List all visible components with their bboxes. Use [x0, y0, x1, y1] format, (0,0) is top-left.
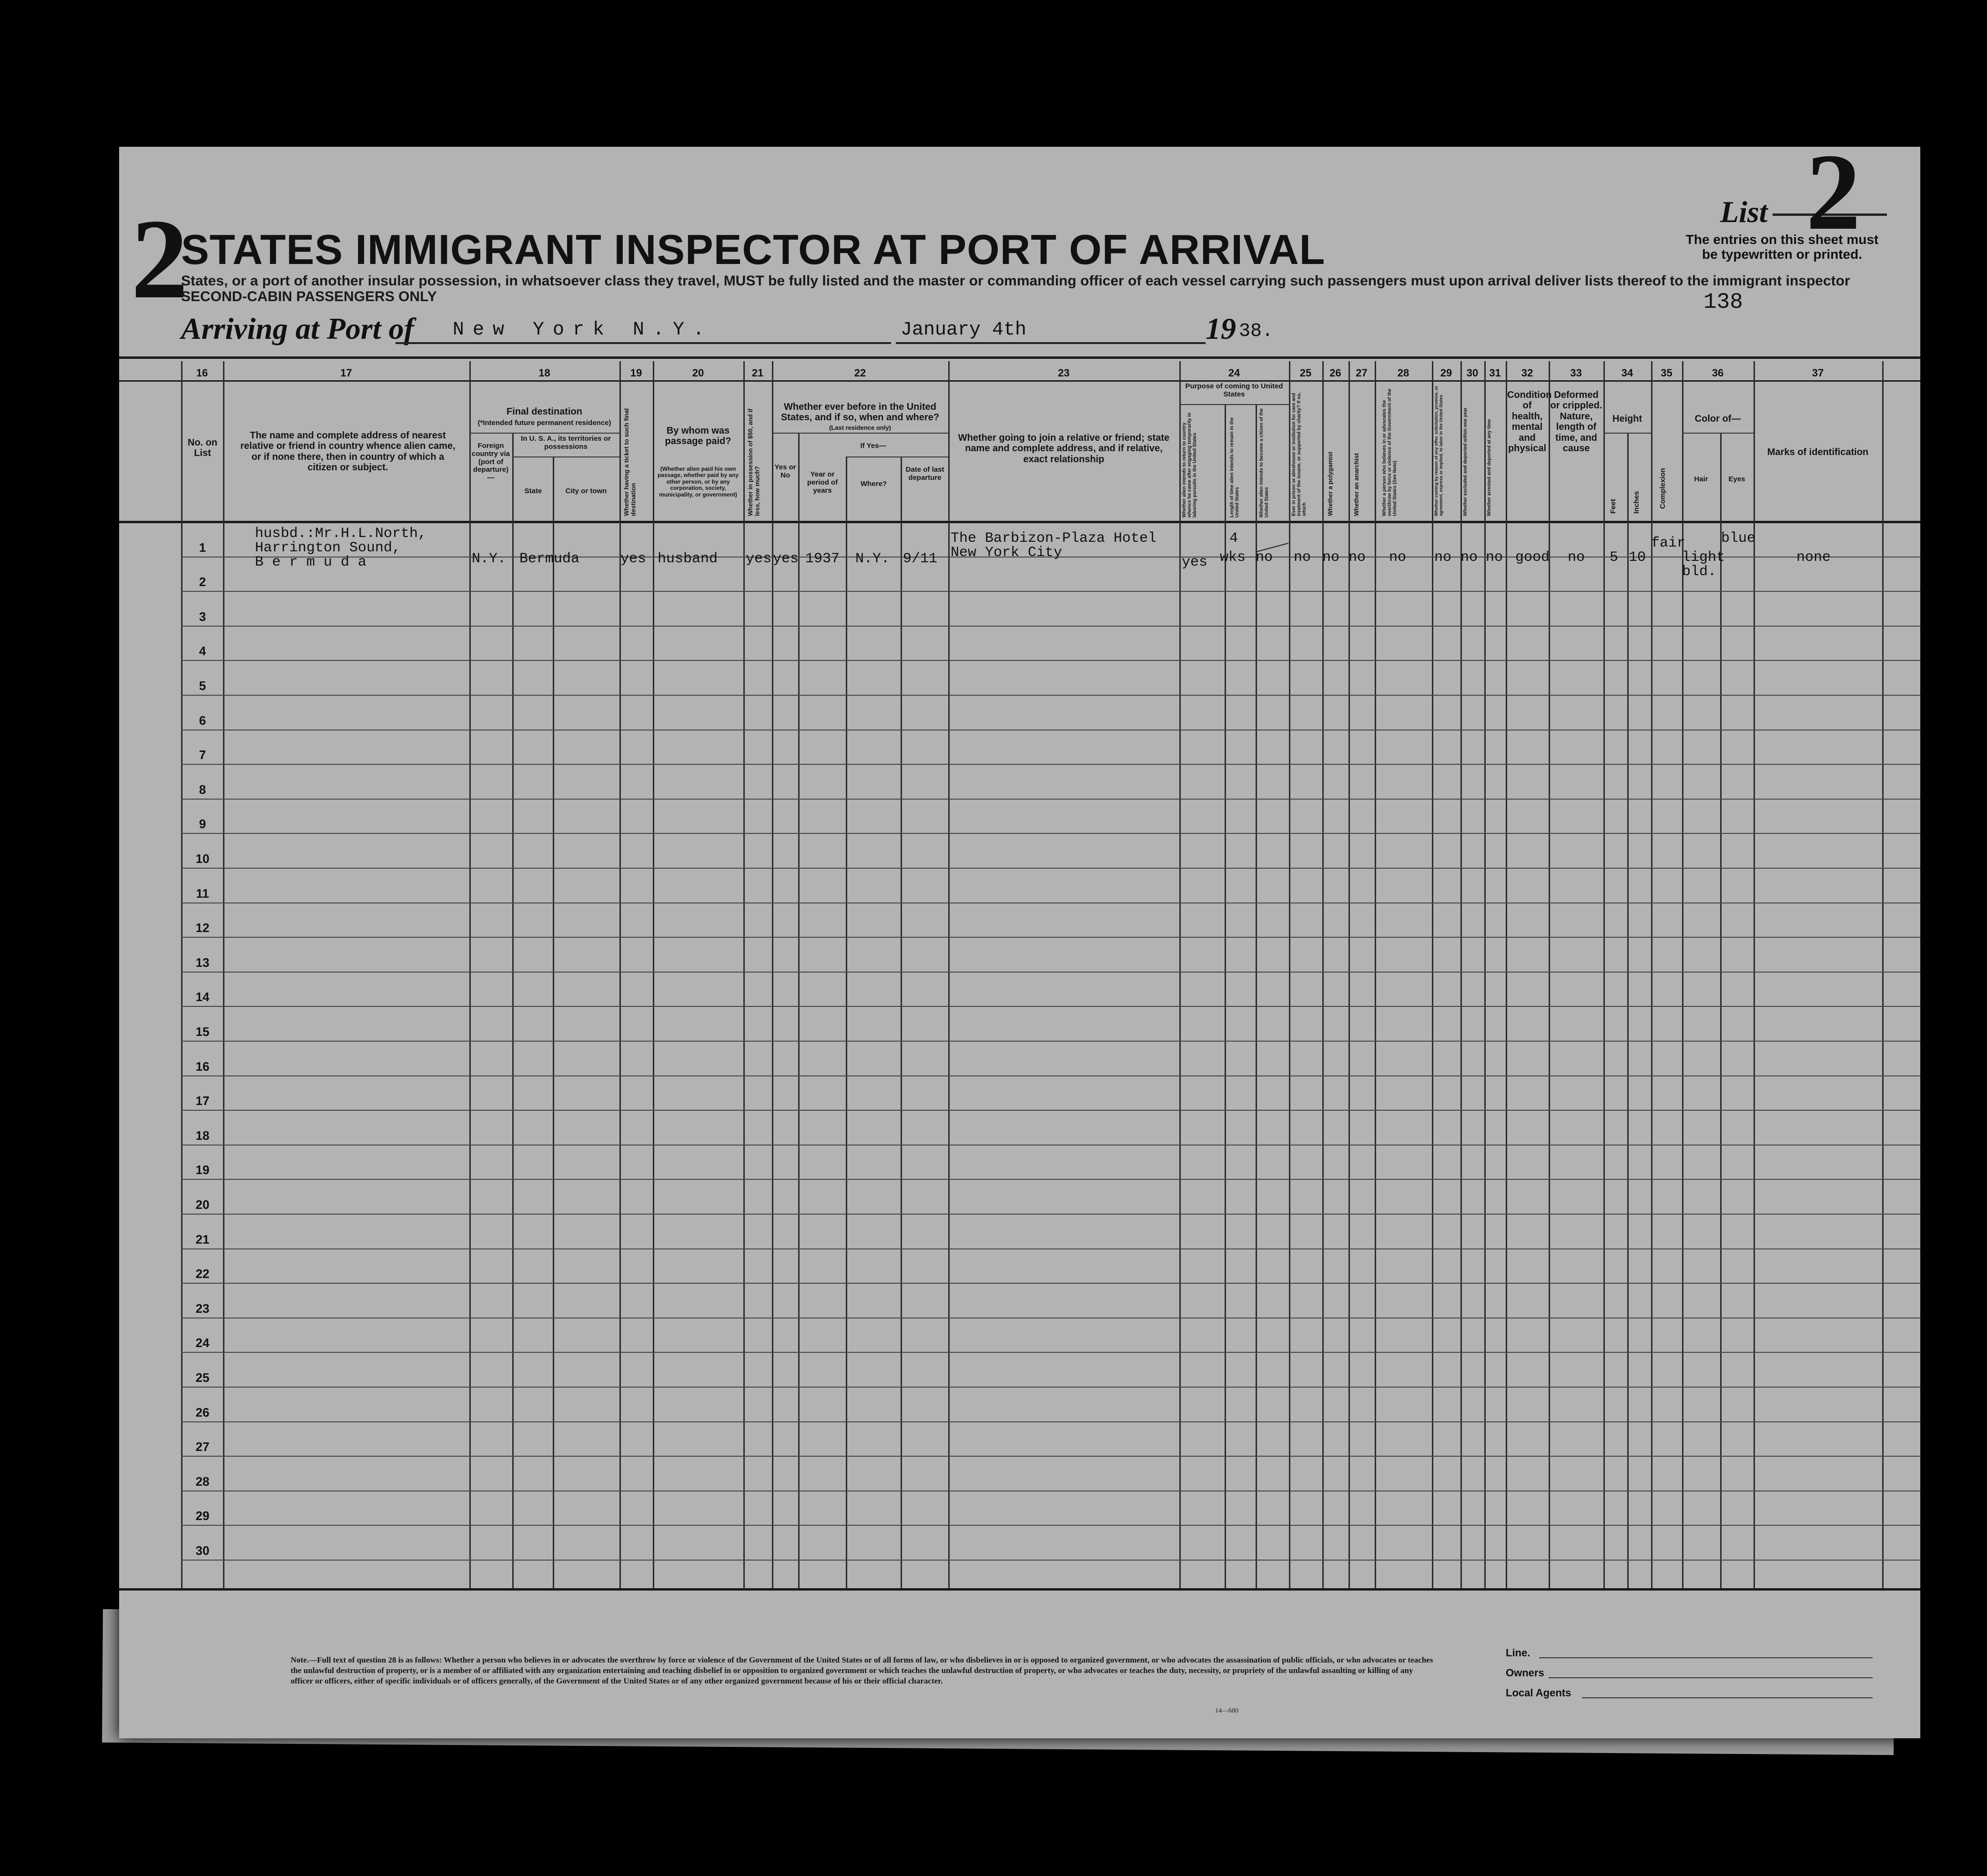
header-no-on-list: No. on List: [187, 437, 218, 459]
entry-polygamist: no: [1322, 549, 1340, 566]
header-ticket: Whether having a ticket to such final destination: [623, 408, 637, 516]
header-paid-by-note: (Whether alien paid his own passage, whether paid by any other person, or by any corporation, society, municipality, or government): [657, 466, 739, 498]
header-health: Condition of health, mental and physical: [1507, 390, 1552, 454]
typewritten-note: The entries on this sheet must be typewritten or printed.: [1685, 232, 1879, 262]
table-row: [181, 1421, 1920, 1422]
row-number: 24: [195, 1336, 210, 1350]
column-line: [1179, 361, 1181, 1588]
entry-where: N.Y.: [855, 551, 890, 567]
row-number: 22: [195, 1267, 210, 1281]
row-number: 15: [195, 1024, 210, 1039]
header-paid-by: By whom was passage paid?: [665, 426, 731, 447]
entry-anarchist: no: [1348, 549, 1366, 566]
header-joining: Whether going to join a relative or friend; state name and complete address, and if relative, exact relationship: [958, 433, 1170, 465]
entry-state: Bermuda: [519, 551, 580, 567]
entry-marks: none: [1796, 549, 1831, 566]
column-line: [1882, 361, 1884, 1588]
header-eyes: Eyes: [1728, 475, 1745, 483]
column-number: 30: [1466, 367, 1479, 379]
column-number: 34: [1621, 367, 1633, 379]
local-agents-label: Local Agents: [1506, 1687, 1571, 1699]
header-purpose-return: Whether alien intends to return to country whence he came after engaging temporarily in laboring pursuits in the United States: [1182, 412, 1197, 517]
year-suffix: 38.: [1239, 321, 1274, 342]
table-row: [181, 972, 1920, 973]
header-q28: Whether a person who believes in or advocates the overthrow by force or violence of the Government of the United States (See Note): [1382, 388, 1398, 516]
table-row: [181, 833, 1920, 834]
column-number: 24: [1228, 367, 1240, 379]
row-number: 6: [199, 713, 206, 728]
entry-joining-line2: New York City: [951, 545, 1063, 561]
column-number: 19: [630, 367, 642, 379]
row-number: 8: [199, 782, 206, 797]
table-row: [181, 1041, 1920, 1042]
entry-departure: 9/11: [903, 551, 938, 567]
header-city: City or town: [565, 487, 607, 495]
column-line: [1627, 433, 1629, 1588]
entry-return: yes: [1182, 554, 1208, 570]
header-if-yes: If Yes—: [860, 442, 886, 450]
header-divider: [846, 456, 948, 457]
header-foreign-country: Foreign country via (port of departure)—: [471, 442, 510, 482]
header-divider: [1179, 404, 1289, 405]
table-row: [181, 1006, 1920, 1007]
header-q31: Whether arrested and deported at any time: [1487, 419, 1492, 516]
table-row: [181, 868, 1920, 869]
column-line: [1506, 361, 1507, 1588]
column-number: 27: [1356, 367, 1368, 379]
header-purpose-length: Length of time alien intends to remain in the United States: [1229, 417, 1240, 517]
row-number: 9: [199, 817, 206, 832]
table-row: [181, 1283, 1920, 1284]
table-row: [181, 764, 1920, 765]
table-row: [181, 695, 1920, 696]
column-line: [772, 361, 773, 1588]
column-line: [512, 433, 514, 1588]
row-number: 29: [195, 1509, 210, 1523]
column-line: [653, 361, 654, 1588]
row-number: 28: [195, 1474, 210, 1489]
header-final-destination: Final destination: [507, 406, 582, 417]
header-q29: Whether coming by reason of any offer, solicitation, promise, or agreement, express or implied, to labor in the United States: [1434, 385, 1443, 516]
arrival-date-value: January 4th: [901, 319, 1027, 341]
table-row: [181, 1110, 1920, 1111]
column-line: [1432, 361, 1433, 1588]
row-number: 2: [199, 575, 206, 589]
header-year-period: Year or period of years: [807, 470, 838, 495]
entry-relative-line3: B e r m u d a: [255, 554, 367, 570]
column-line: [1225, 404, 1226, 1588]
column-line: [1256, 404, 1257, 1588]
header-deformed: Deformed or crippled. Nature, length of time, and cause: [1550, 390, 1602, 454]
column-number: 20: [692, 367, 704, 379]
entry-citizen: no: [1256, 549, 1273, 566]
arriving-port-label: Arriving at Port of: [181, 312, 414, 345]
table-row: [181, 937, 1920, 938]
row-number: 1: [199, 540, 206, 555]
header-divider: [512, 456, 619, 457]
column-number: 23: [1058, 367, 1070, 379]
header-anarchist: Whether an anarchist: [1353, 453, 1360, 516]
table-row: [181, 1179, 1920, 1180]
arrival-port-value: New York N.Y.: [453, 319, 713, 341]
row-number: 14: [195, 990, 210, 1004]
column-line: [1720, 433, 1722, 1588]
entry-q31: no: [1486, 549, 1503, 566]
column-number: 16: [196, 367, 208, 379]
column-line: [1603, 361, 1605, 1588]
owners-label: Owners: [1506, 1667, 1544, 1679]
entry-possession-50: yes: [746, 551, 772, 567]
table-row: [181, 1214, 1920, 1215]
year-prefix: 19: [1206, 312, 1236, 345]
row-number: 26: [195, 1405, 210, 1420]
table-row: [181, 1352, 1920, 1353]
column-line: [1322, 361, 1324, 1588]
column-number: 36: [1712, 367, 1724, 379]
column-line: [1549, 361, 1550, 1588]
column-number: 31: [1489, 367, 1501, 379]
row-number: 20: [195, 1197, 210, 1212]
entry-ever-before: yes: [773, 551, 799, 567]
manifest-table: [119, 147, 1920, 1738]
column-number: 28: [1397, 367, 1409, 379]
row-number: 10: [195, 852, 210, 866]
table-bottom-border: [119, 1588, 1920, 1591]
table-row: [181, 1525, 1920, 1526]
column-line: [798, 433, 800, 1588]
header-bottom-border: [119, 521, 1920, 523]
column-number: 18: [538, 367, 550, 379]
header-divider: [469, 433, 619, 434]
column-line: [619, 361, 621, 1588]
row-number: 16: [195, 1059, 210, 1074]
column-line: [1460, 361, 1462, 1588]
entry-foreign-country: N.Y.: [472, 551, 507, 567]
header-divider: [1603, 433, 1651, 434]
entry-inches: 10: [1629, 549, 1646, 566]
row-number: 19: [195, 1163, 210, 1177]
owners-underline: [1549, 1677, 1873, 1678]
row-number: 12: [195, 921, 210, 935]
entry-health: good: [1515, 549, 1550, 566]
manifest-sheet: [119, 131, 1920, 1738]
header-where: Where?: [860, 480, 887, 488]
row-number: 17: [195, 1094, 210, 1108]
row-number: 7: [199, 748, 206, 762]
entry-q30: no: [1460, 549, 1478, 566]
entry-eyes: blue: [1721, 530, 1756, 547]
entry-length-top: 4: [1229, 530, 1238, 547]
header-ever-before: Whether ever before in the United States, and if so, when and where?: [781, 402, 940, 423]
column-number: 35: [1661, 367, 1673, 379]
entry-feet: 5: [1610, 549, 1619, 566]
table-row: [181, 1248, 1920, 1249]
column-line: [1348, 361, 1350, 1588]
column-line: [743, 361, 745, 1588]
column-number: 17: [340, 367, 352, 379]
column-number: 29: [1440, 367, 1452, 379]
column-number: 26: [1329, 367, 1341, 379]
row-number: 21: [195, 1232, 210, 1247]
header-yes-or-no: Yes or No: [774, 463, 796, 479]
entry-q28: no: [1389, 549, 1407, 566]
header-purpose-citizen: Whether alien intends to become a citizen of the United States: [1259, 408, 1269, 517]
table-top-border: [119, 356, 1920, 359]
column-line: [1289, 361, 1290, 1588]
table-row: [181, 1145, 1920, 1146]
table-row: [181, 626, 1920, 627]
entry-complexion: fair: [1651, 535, 1686, 551]
entry-q29: no: [1434, 549, 1452, 566]
header-q30: Whether excluded and deported within one year: [1463, 407, 1468, 516]
instructions-text: States, or a port of another insular possession, in whatsoever class they travel, MUST be fully listed and the master or commanding officer of each vessel carrying such passengers must upon arrival deliver lists thereof to the immigrant inspector: [181, 273, 1850, 289]
header-relative: The name and complete address of nearest relative or friend in country whence alien came, or if none there, then in country of which a citizen or subject.: [240, 430, 456, 473]
row-number: 23: [195, 1301, 210, 1316]
header-height: Height: [1612, 414, 1642, 424]
header-inches: Inches: [1632, 491, 1641, 514]
entry-year: 1937: [805, 551, 840, 567]
entry-prison: no: [1294, 549, 1311, 566]
header-marks: Marks of identification: [1767, 447, 1869, 457]
column-number: 22: [854, 367, 866, 379]
table-row: [181, 591, 1920, 592]
question-28-note: Note.—Full text of question 28 is as follows: Whether a person who believes in or advocates the overthrow by force or violence of the Government of the United States or of all forms of law, or who disbelieves in or is opposed to organized government, or who advocates the assassination of public officials, or who advocates or teaches the unlawful destruction of property, or is a member of or affiliated with any organization entertaining and teaching disbelief in or opposition to organized government or which teaches the unlawful destruction of property, or who advocates or teaches the duty, necessity, or propriety of the unlawful assaulting or killing of any officer or officers, either of specific individuals or of officers generally, of the Government of the United States or of any other organized government because of his or their official character.: [291, 1655, 1433, 1686]
column-line: [1484, 361, 1486, 1588]
column-line: [1375, 361, 1376, 1588]
page-title: STATES IMMIGRANT INSPECTOR AT PORT OF ARRIVAL: [181, 226, 1326, 273]
list-label: List: [1720, 195, 1768, 229]
entry-hair-line1: light: [1682, 549, 1725, 566]
column-number: 33: [1570, 367, 1582, 379]
header-final-destination-note: (*Intended future permanent residence): [477, 419, 611, 427]
column-line: [469, 361, 471, 1588]
header-complexion: Complexion: [1659, 468, 1667, 509]
entry-joining-line1: The Barbizon-Plaza Hotel: [951, 530, 1157, 547]
table-row: [181, 1560, 1920, 1561]
row-number: 27: [195, 1440, 210, 1454]
form-code: 14—680: [1215, 1707, 1238, 1714]
row-number: 11: [196, 886, 209, 901]
column-number: 21: [751, 367, 764, 379]
row-number: 5: [199, 679, 206, 693]
header-in-usa: In U. S. A., its territories or possessions: [521, 435, 611, 451]
table-row: [181, 660, 1920, 661]
entry-length: wks: [1220, 549, 1246, 566]
entry-deformed: no: [1568, 549, 1585, 566]
entry-relative-line2: Harrington Sound,: [255, 540, 401, 556]
table-row: [181, 1075, 1920, 1076]
header-state: State: [524, 487, 542, 495]
header-date-departure: Date of last departure: [905, 466, 944, 482]
page-number-large: 2: [131, 195, 188, 322]
entry-hair-line2: bld.: [1682, 564, 1717, 580]
header-polygamist: Whether a polygamist: [1327, 451, 1334, 516]
entry-paid-by: husband: [658, 551, 718, 567]
line-underline: [1539, 1657, 1873, 1658]
header-divider: [772, 433, 948, 434]
entry-relative-line1: husbd.:Mr.H.L.North,: [255, 526, 427, 542]
column-number: 37: [1812, 367, 1824, 379]
table-row: [181, 799, 1920, 800]
entry-ticket: yes: [620, 551, 647, 567]
row-number: 30: [195, 1543, 210, 1558]
column-number: 32: [1521, 367, 1533, 379]
row-number: 18: [195, 1128, 210, 1143]
row-number: 13: [195, 955, 210, 970]
header-prison: Ever in prison or almshouse or institution for care and treatment of the insane, or supported by charity? If so, which: [1291, 392, 1307, 516]
header-color-of: Color of—: [1694, 414, 1741, 424]
header-divider: [1682, 433, 1754, 434]
passenger-class-label: SECOND-CABIN PASSENGERS ONLY: [181, 289, 437, 304]
local-agents-underline: [1582, 1697, 1873, 1698]
header-ever-before-note: (Last residence only): [829, 424, 892, 431]
table-row: [181, 1387, 1920, 1388]
table-row: [181, 1456, 1920, 1457]
list-number: 2: [1806, 131, 1861, 253]
column-line: [948, 361, 950, 1588]
row-number: 25: [195, 1370, 210, 1385]
header-feet: Feet: [1609, 499, 1617, 514]
header-possession-50: Whether in possession of $50, and if less, how much?: [747, 408, 761, 516]
column-number: 25: [1299, 367, 1312, 379]
header-hair: Hair: [1694, 475, 1708, 483]
header-number-divider: [119, 380, 1920, 382]
line-label: Line.: [1506, 1647, 1531, 1659]
row-number: 4: [199, 644, 206, 659]
header-purpose: Purpose of coming to United States: [1185, 382, 1283, 398]
sheet-number: 138: [1703, 290, 1743, 314]
row-number: 3: [199, 609, 206, 624]
